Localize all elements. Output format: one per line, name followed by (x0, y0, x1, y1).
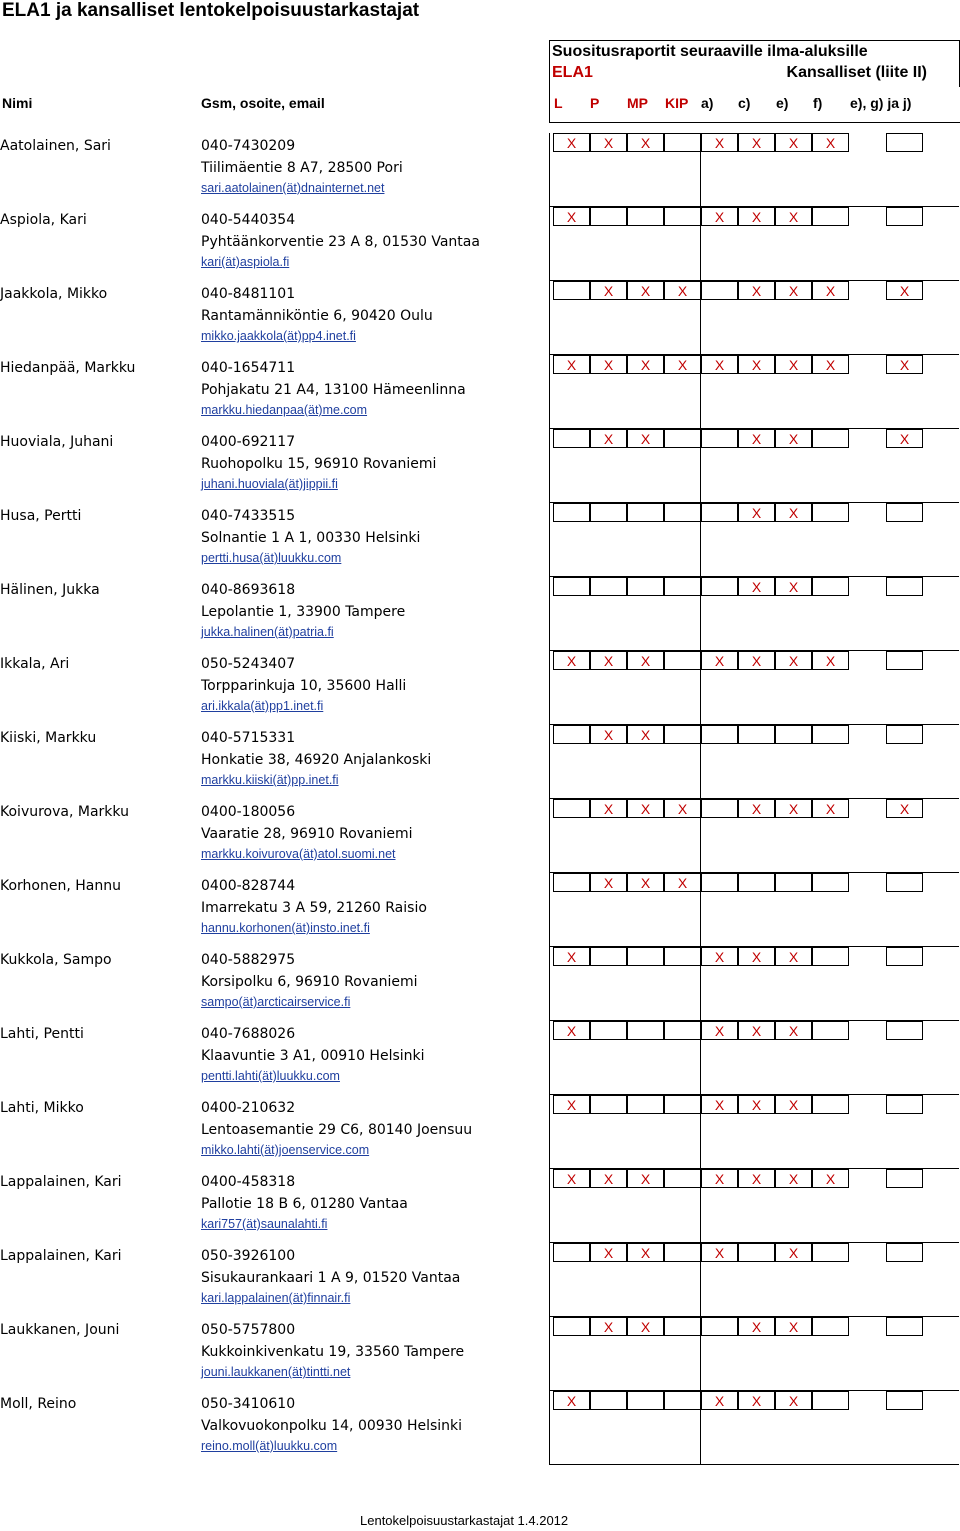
qualification-mark: X (590, 651, 627, 670)
qualification-mark (738, 1243, 775, 1262)
inspector-phone: 040-7430209 (201, 138, 296, 154)
inspector-address: Kukkoinkivenkatu 19, 33560 Tampere (201, 1344, 465, 1360)
qualification-mark (553, 577, 590, 596)
inspector-phone: 050-5757800 (201, 1322, 296, 1338)
qualification-mark: X (775, 281, 812, 300)
qualification-mark: X (775, 1317, 812, 1336)
qualification-mark (886, 1391, 923, 1410)
qualification-mark (738, 725, 775, 744)
inspector-address: Pallotie 18 B 6, 01280 Vantaa (201, 1196, 408, 1212)
inspector-name: Lahti, Pentti (0, 1026, 84, 1042)
qualification-mark: X (886, 355, 923, 374)
list-item (0, 579, 960, 656)
qualification-mark: X (590, 1317, 627, 1336)
qualification-mark: X (812, 799, 849, 818)
qualification-mark (886, 873, 923, 892)
qualification-mark: X (701, 947, 738, 966)
col-e-header: e) (776, 95, 789, 111)
inspector-address: Solnantie 1 A 1, 00330 Helsinki (201, 530, 421, 546)
inspector-address: Valkovuokonpolku 14, 00930 Helsinki (201, 1418, 463, 1434)
inspector-address: Rantamänniköntie 6, 90420 Oulu (201, 308, 433, 324)
inspector-name: Hiedanpää, Markku (0, 360, 136, 376)
qualification-mark (664, 577, 701, 596)
qualification-mark (812, 1243, 849, 1262)
qualification-mark (812, 1391, 849, 1410)
qualification-mark: X (738, 429, 775, 448)
qualification-mark (627, 207, 664, 226)
inspector-name: Hälinen, Jukka (0, 582, 100, 598)
qualification-mark: X (775, 1095, 812, 1114)
inspector-email-link[interactable]: pertti.husa(ät)luukku.com (201, 551, 342, 565)
qualification-mark: X (701, 651, 738, 670)
inspector-name: Koivurova, Markku (0, 804, 129, 820)
qualification-mark: X (627, 725, 664, 744)
inspector-email-link[interactable]: pentti.lahti(ät)luukku.com (201, 1069, 340, 1083)
list-item (0, 949, 960, 1026)
list-item (0, 357, 960, 434)
qualification-mark: X (590, 725, 627, 744)
inspector-address: Imarrekatu 3 A 59, 21260 Raisio (201, 900, 427, 916)
inspector-name: Aatolainen, Sari (0, 138, 111, 154)
qualification-mark (886, 1021, 923, 1040)
qualification-mark: X (738, 947, 775, 966)
inspector-phone: 050-5243407 (201, 656, 296, 672)
list-item (0, 727, 960, 804)
recommendation-heading: Suositusraportit seuraaville ilma-aluksille (552, 43, 868, 60)
list-item (0, 1171, 960, 1248)
inspector-name: Lappalainen, Kari (0, 1174, 122, 1190)
footer-text: Lentokelpoisuustarkastajat 1.4.2012 (360, 1513, 569, 1528)
inspector-phone: 040-5715331 (201, 730, 296, 746)
inspector-email-link[interactable]: kari757(ät)saunalahti.fi (201, 1217, 328, 1231)
inspector-name: Lappalainen, Kari (0, 1248, 122, 1264)
inspector-phone: 0400-180056 (201, 804, 296, 820)
list-item (0, 801, 960, 878)
qualification-mark: X (627, 429, 664, 448)
qualification-mark: X (775, 1021, 812, 1040)
inspector-address: Vaaratie 28, 96910 Rovaniemi (201, 826, 413, 842)
inspector-name: Lahti, Mikko (0, 1100, 84, 1116)
inspector-email-link[interactable]: juhani.huoviala(ät)jippii.fi (201, 477, 338, 491)
qualification-mark: X (590, 1243, 627, 1262)
qualification-mark (886, 1243, 923, 1262)
col-mp-header: MP (627, 95, 648, 111)
qualification-mark: X (590, 281, 627, 300)
col-f-header: f) (813, 95, 823, 111)
inspector-email-link[interactable]: jouni.laukkanen(ät)tintti.net (201, 1365, 351, 1379)
inspector-email-link[interactable]: sampo(ät)arcticairservice.fi (201, 995, 351, 1009)
qualification-mark (812, 1095, 849, 1114)
qualification-mark (664, 207, 701, 226)
page-title: ELA1 ja kansalliset lentokelpoisuustarkastajat (2, 0, 420, 21)
qualification-mark: X (775, 1391, 812, 1410)
inspector-phone: 040-8481101 (201, 286, 296, 302)
qualification-mark: X (627, 355, 664, 374)
qualification-mark: X (738, 355, 775, 374)
inspector-name: Moll, Reino (0, 1396, 77, 1412)
qualification-mark (553, 281, 590, 300)
qualification-mark: X (701, 1021, 738, 1040)
qualification-mark: X (553, 947, 590, 966)
national-group-label: Kansalliset (liite II) (786, 64, 927, 81)
qualification-mark (701, 281, 738, 300)
qualification-mark: X (775, 1169, 812, 1188)
qualification-mark: X (627, 281, 664, 300)
col-c-header: c) (738, 95, 751, 111)
inspector-email-link[interactable]: jukka.halinen(ät)patria.fi (201, 625, 334, 639)
inspector-phone: 0400-828744 (201, 878, 296, 894)
qualification-mark (812, 207, 849, 226)
qualification-mark: X (627, 873, 664, 892)
qualification-mark (886, 1169, 923, 1188)
qualification-mark (627, 1391, 664, 1410)
qualification-mark (775, 725, 812, 744)
col-kip-header: KIP (665, 95, 689, 111)
qualification-mark: X (738, 1391, 775, 1410)
col-a-header: a) (701, 95, 714, 111)
qualification-mark: X (886, 799, 923, 818)
qualification-mark: X (553, 355, 590, 374)
qualification-mark: X (738, 799, 775, 818)
qualification-mark (775, 873, 812, 892)
qualification-mark (701, 725, 738, 744)
qualification-mark: X (701, 1169, 738, 1188)
list-item (0, 431, 960, 508)
qualification-mark (664, 947, 701, 966)
qualification-mark: X (627, 1169, 664, 1188)
inspector-email-link[interactable]: mikko.jaakkola(ät)pp4.inet.fi (201, 329, 356, 343)
qualification-mark: X (664, 355, 701, 374)
inspector-email-link[interactable]: ari.ikkala(ät)pp1.inet.fi (201, 699, 324, 713)
qualification-mark: X (553, 1391, 590, 1410)
qualification-mark: X (738, 1095, 775, 1114)
qualification-mark: X (738, 207, 775, 226)
inspector-email-link[interactable]: reino.moll(ät)luukku.com (201, 1439, 338, 1453)
qualification-mark (664, 1095, 701, 1114)
ela1-group-label: ELA1 (552, 64, 593, 81)
recommendation-header (549, 40, 960, 87)
list-item (0, 653, 960, 730)
qualification-mark (664, 1169, 701, 1188)
inspector-address: Pohjakatu 21 A4, 13100 Hämeenlinna (201, 382, 466, 398)
qualification-mark: X (775, 947, 812, 966)
inspector-email-link[interactable]: markku.kiiski(ät)pp.inet.fi (201, 773, 339, 787)
qualification-mark (886, 725, 923, 744)
inspector-address: Torpparinkuja 10, 35600 Halli (201, 678, 407, 694)
qualification-mark (664, 1317, 701, 1336)
qualification-mark: X (738, 1317, 775, 1336)
qualification-mark: X (738, 503, 775, 522)
qualification-mark (886, 207, 923, 226)
inspector-phone: 040-7433515 (201, 508, 296, 524)
qualification-mark: X (701, 355, 738, 374)
qualification-mark (664, 133, 701, 152)
qualification-mark: X (738, 651, 775, 670)
qualification-mark: X (775, 133, 812, 152)
list-item (0, 209, 960, 286)
col-p-header: P (590, 95, 600, 111)
qualification-mark: X (701, 1391, 738, 1410)
inspector-phone: 050-3926100 (201, 1248, 296, 1264)
qualification-mark: X (664, 281, 701, 300)
qualification-mark: X (627, 1243, 664, 1262)
qualification-mark (553, 725, 590, 744)
col-contact-header: Gsm, osoite, email (201, 95, 325, 111)
col-l-header: L (554, 95, 563, 111)
qualification-mark: X (738, 1169, 775, 1188)
inspector-email-link[interactable]: markku.hiedanpaa(ät)me.com (201, 403, 368, 417)
qualification-mark (590, 1021, 627, 1040)
qualification-mark: X (553, 1021, 590, 1040)
qualification-mark (627, 503, 664, 522)
qualification-mark (664, 503, 701, 522)
col-eg-header: e), g) ja j) (850, 95, 912, 111)
qualification-mark (886, 651, 923, 670)
inspector-address: Pyhtäänkorventie 23 A 8, 01530 Vantaa (201, 234, 480, 250)
inspector-name: Aspiola, Kari (0, 212, 87, 228)
inspector-name: Korhonen, Hannu (0, 878, 121, 894)
qualification-mark (701, 1317, 738, 1336)
inspector-name: Huoviala, Juhani (0, 434, 114, 450)
qualification-mark: X (627, 133, 664, 152)
qualification-mark (701, 799, 738, 818)
qualification-mark: X (812, 281, 849, 300)
qualification-mark (664, 1021, 701, 1040)
inspector-name: Laukkanen, Jouni (0, 1322, 120, 1338)
qualification-mark (886, 577, 923, 596)
qualification-mark: X (701, 1243, 738, 1262)
qualification-mark (664, 651, 701, 670)
inspector-phone: 0400-210632 (201, 1100, 296, 1116)
inspector-email-link[interactable]: sari.aatolainen(ät)dnainternet.net (201, 181, 385, 195)
qualification-mark: X (701, 207, 738, 226)
inspector-address: Ruohopolku 15, 96910 Rovaniemi (201, 456, 437, 472)
qualification-mark: X (664, 799, 701, 818)
qualification-mark (812, 577, 849, 596)
qualification-mark (664, 429, 701, 448)
qualification-mark: X (775, 207, 812, 226)
inspector-phone: 0400-692117 (201, 434, 296, 450)
qualification-mark: X (627, 1317, 664, 1336)
qualification-mark (627, 577, 664, 596)
qualification-mark: X (553, 133, 590, 152)
inspector-address: Tiilimäentie 8 A7, 28500 Pori (201, 160, 403, 176)
qualification-mark: X (886, 281, 923, 300)
qualification-mark (553, 799, 590, 818)
inspector-address: Lepolantie 1, 33900 Tampere (201, 604, 406, 620)
qualification-mark: X (812, 651, 849, 670)
qualification-mark (590, 1391, 627, 1410)
qualification-mark (664, 1243, 701, 1262)
inspector-address: Korsipolku 6, 96910 Rovaniemi (201, 974, 418, 990)
qualification-mark: X (738, 281, 775, 300)
inspector-phone: 040-5882975 (201, 952, 296, 968)
qualification-mark: X (775, 577, 812, 596)
qualification-mark: X (812, 1169, 849, 1188)
inspector-phone: 040-8693618 (201, 582, 296, 598)
qualification-mark (738, 873, 775, 892)
qualification-mark (590, 577, 627, 596)
inspector-address: Sisukaurankaari 1 A 9, 01520 Vantaa (201, 1270, 461, 1286)
list-item (0, 283, 960, 360)
qualification-mark: X (590, 355, 627, 374)
qualification-mark (812, 1021, 849, 1040)
inspector-address: Klaavuntie 3 A1, 00910 Helsinki (201, 1048, 425, 1064)
list-item (0, 1023, 960, 1100)
inspector-name: Jaakkola, Mikko (0, 286, 108, 302)
qualification-mark: X (701, 133, 738, 152)
inspector-phone: 040-1654711 (201, 360, 296, 376)
inspector-name: Kukkola, Sampo (0, 952, 112, 968)
qualification-mark (701, 429, 738, 448)
qualification-mark (553, 503, 590, 522)
qualification-mark: X (664, 873, 701, 892)
qualification-mark: X (775, 355, 812, 374)
qualification-mark (553, 873, 590, 892)
qualification-mark (590, 947, 627, 966)
qualification-mark (590, 503, 627, 522)
list-item (0, 1393, 960, 1470)
qualification-mark: X (590, 1169, 627, 1188)
qualification-mark (812, 503, 849, 522)
qualification-mark (664, 725, 701, 744)
qualification-mark (886, 133, 923, 152)
qualification-mark: X (886, 429, 923, 448)
qualification-mark (886, 1317, 923, 1336)
qualification-mark: X (590, 133, 627, 152)
inspector-name: Kiiski, Markku (0, 730, 97, 746)
inspector-phone: 050-3410610 (201, 1396, 296, 1412)
inspector-email-link[interactable]: mikko.lahti(ät)joenservice.com (201, 1143, 370, 1157)
qualification-mark: X (775, 1243, 812, 1262)
list-item (0, 135, 960, 212)
qualification-mark (701, 577, 738, 596)
qualification-mark: X (627, 799, 664, 818)
qualification-mark: X (738, 133, 775, 152)
qualification-mark: X (775, 799, 812, 818)
qualification-mark (812, 429, 849, 448)
qualification-mark (886, 503, 923, 522)
qualification-mark: X (775, 651, 812, 670)
list-item (0, 875, 960, 952)
qualification-mark: X (775, 429, 812, 448)
qualification-mark: X (590, 429, 627, 448)
qualification-mark: X (553, 207, 590, 226)
qualification-mark: X (738, 577, 775, 596)
inspector-phone: 040-5440354 (201, 212, 296, 228)
qualification-mark (590, 1095, 627, 1114)
qualification-mark (701, 873, 738, 892)
inspector-phone: 0400-458318 (201, 1174, 296, 1190)
qualification-mark (812, 947, 849, 966)
inspector-phone: 040-7688026 (201, 1026, 296, 1042)
inspector-name: Husa, Pertti (0, 508, 82, 524)
inspector-email-link[interactable]: kari(ät)aspiola.fi (201, 255, 290, 269)
qualification-mark (627, 1095, 664, 1114)
qualification-mark (553, 1317, 590, 1336)
qualification-mark: X (553, 651, 590, 670)
inspector-name: Ikkala, Ari (0, 656, 70, 672)
inspector-email-link[interactable]: kari.lappalainen(ät)finnair.fi (201, 1291, 351, 1305)
qualification-mark (886, 1095, 923, 1114)
qualification-mark: X (553, 1169, 590, 1188)
list-item (0, 505, 960, 582)
qualification-mark (812, 725, 849, 744)
qualification-mark: X (553, 1095, 590, 1114)
qualification-mark: X (812, 133, 849, 152)
qualification-mark (812, 873, 849, 892)
qualification-mark (701, 503, 738, 522)
inspector-email-link[interactable]: markku.koivurova(ät)atol.suomi.net (201, 847, 396, 861)
qualification-mark (664, 1391, 701, 1410)
qualification-mark (812, 1317, 849, 1336)
list-item (0, 1097, 960, 1174)
col-name-header: Nimi (2, 95, 33, 111)
qualification-mark (627, 1021, 664, 1040)
inspector-email-link[interactable]: hannu.korhonen(ät)insto.inet.fi (201, 921, 370, 935)
qualification-mark: X (775, 503, 812, 522)
qualification-mark (553, 429, 590, 448)
qualification-mark: X (627, 651, 664, 670)
qualification-mark (590, 207, 627, 226)
qualification-mark: X (590, 873, 627, 892)
qualification-mark: X (812, 355, 849, 374)
list-item (0, 1319, 960, 1396)
list-item (0, 1245, 960, 1322)
qualification-mark: X (701, 1095, 738, 1114)
qualification-mark (627, 947, 664, 966)
qualification-mark (886, 947, 923, 966)
inspector-address: Lentoasemantie 29 C6, 80140 Joensuu (201, 1122, 473, 1138)
inspector-address: Honkatie 38, 46920 Anjalankoski (201, 752, 432, 768)
qualification-mark: X (590, 799, 627, 818)
qualification-mark: X (738, 1021, 775, 1040)
qualification-mark (553, 1243, 590, 1262)
